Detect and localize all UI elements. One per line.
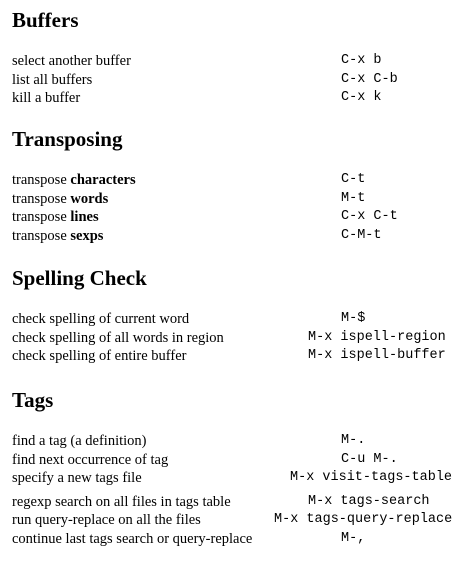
- command-prefix: transpose: [12, 190, 71, 207]
- command-description: specify a new tags file: [12, 470, 142, 486]
- key-binding: M-x tags-search: [308, 493, 430, 509]
- command-row: [12, 469, 462, 488]
- command-prefix: transpose: [12, 209, 71, 225]
- command-row: [12, 511, 462, 530]
- command-row: [12, 530, 462, 549]
- command-description: select another buffer: [12, 53, 131, 69]
- command-row: [12, 347, 462, 366]
- section-spelling-check: [12, 266, 462, 366]
- command-row: [12, 208, 462, 227]
- key-binding: M-,: [341, 530, 366, 546]
- section-heading-spelling-check: Spelling Check: [12, 266, 147, 290]
- command-description: [12, 208, 99, 227]
- key-binding: C-u M-.: [341, 451, 398, 467]
- key-binding: C-x b: [341, 53, 382, 68]
- section-heading-buffers: Buffers: [12, 8, 79, 32]
- command-emphasis: lines: [70, 209, 99, 225]
- section-tags: [12, 388, 462, 548]
- command-row: [12, 52, 462, 71]
- key-binding: M-.: [341, 433, 366, 448]
- command-description: run query-replace on all the files: [12, 512, 201, 528]
- section-transposing: [12, 127, 462, 245]
- command-row: [12, 310, 462, 329]
- command-emphasis: words: [70, 190, 109, 207]
- key-binding: M-x ispell-buffer: [308, 348, 446, 363]
- command-emphasis: sexps: [70, 227, 104, 244]
- command-description: [12, 171, 136, 190]
- key-binding: M-t: [341, 190, 366, 206]
- key-binding: C-t: [341, 172, 366, 187]
- command-row: [12, 227, 462, 246]
- command-list-tags: [12, 432, 462, 548]
- command-description: find a tag (a definition): [12, 433, 147, 449]
- command-row: [12, 493, 462, 512]
- key-binding: C-M-t: [341, 227, 382, 243]
- command-description: list all buffers: [12, 71, 93, 88]
- command-row: [12, 451, 462, 470]
- command-prefix: transpose: [12, 172, 71, 188]
- key-binding: C-x k: [341, 90, 382, 105]
- section-buffers: [12, 8, 462, 108]
- command-description: continue last tags search or query-replace: [12, 530, 253, 547]
- command-description: regexp search on all files in tags table: [12, 493, 231, 510]
- key-binding: C-x C-t: [341, 209, 398, 224]
- command-row: [12, 190, 462, 209]
- key-binding: M-x ispell-region: [308, 329, 446, 345]
- command-description: check spelling of all words in region: [12, 329, 224, 346]
- command-row: [12, 71, 462, 90]
- command-description: check spelling of entire buffer: [12, 348, 187, 364]
- key-binding: M-$: [341, 311, 366, 326]
- command-list-transposing: [12, 171, 462, 245]
- command-list-spelling: [12, 310, 462, 366]
- command-list-buffers: [12, 52, 462, 108]
- command-description: find next occurrence of tag: [12, 451, 169, 468]
- key-binding: C-x C-b: [341, 71, 398, 87]
- command-row: [12, 171, 462, 190]
- command-prefix: transpose: [12, 227, 71, 244]
- key-binding: M-x visit-tags-table: [290, 470, 453, 485]
- section-heading-transposing: Transposing: [12, 127, 123, 151]
- section-heading-tags: Tags: [12, 388, 54, 412]
- command-emphasis: characters: [70, 172, 136, 188]
- key-binding: M-x tags-query-replace: [274, 512, 453, 527]
- command-description: [12, 227, 103, 246]
- command-row: [12, 329, 462, 348]
- command-description: kill a buffer: [12, 90, 81, 106]
- command-row: [12, 432, 462, 451]
- command-description: check spelling of current word: [12, 311, 190, 327]
- command-description: [12, 190, 108, 209]
- command-row: [12, 89, 462, 108]
